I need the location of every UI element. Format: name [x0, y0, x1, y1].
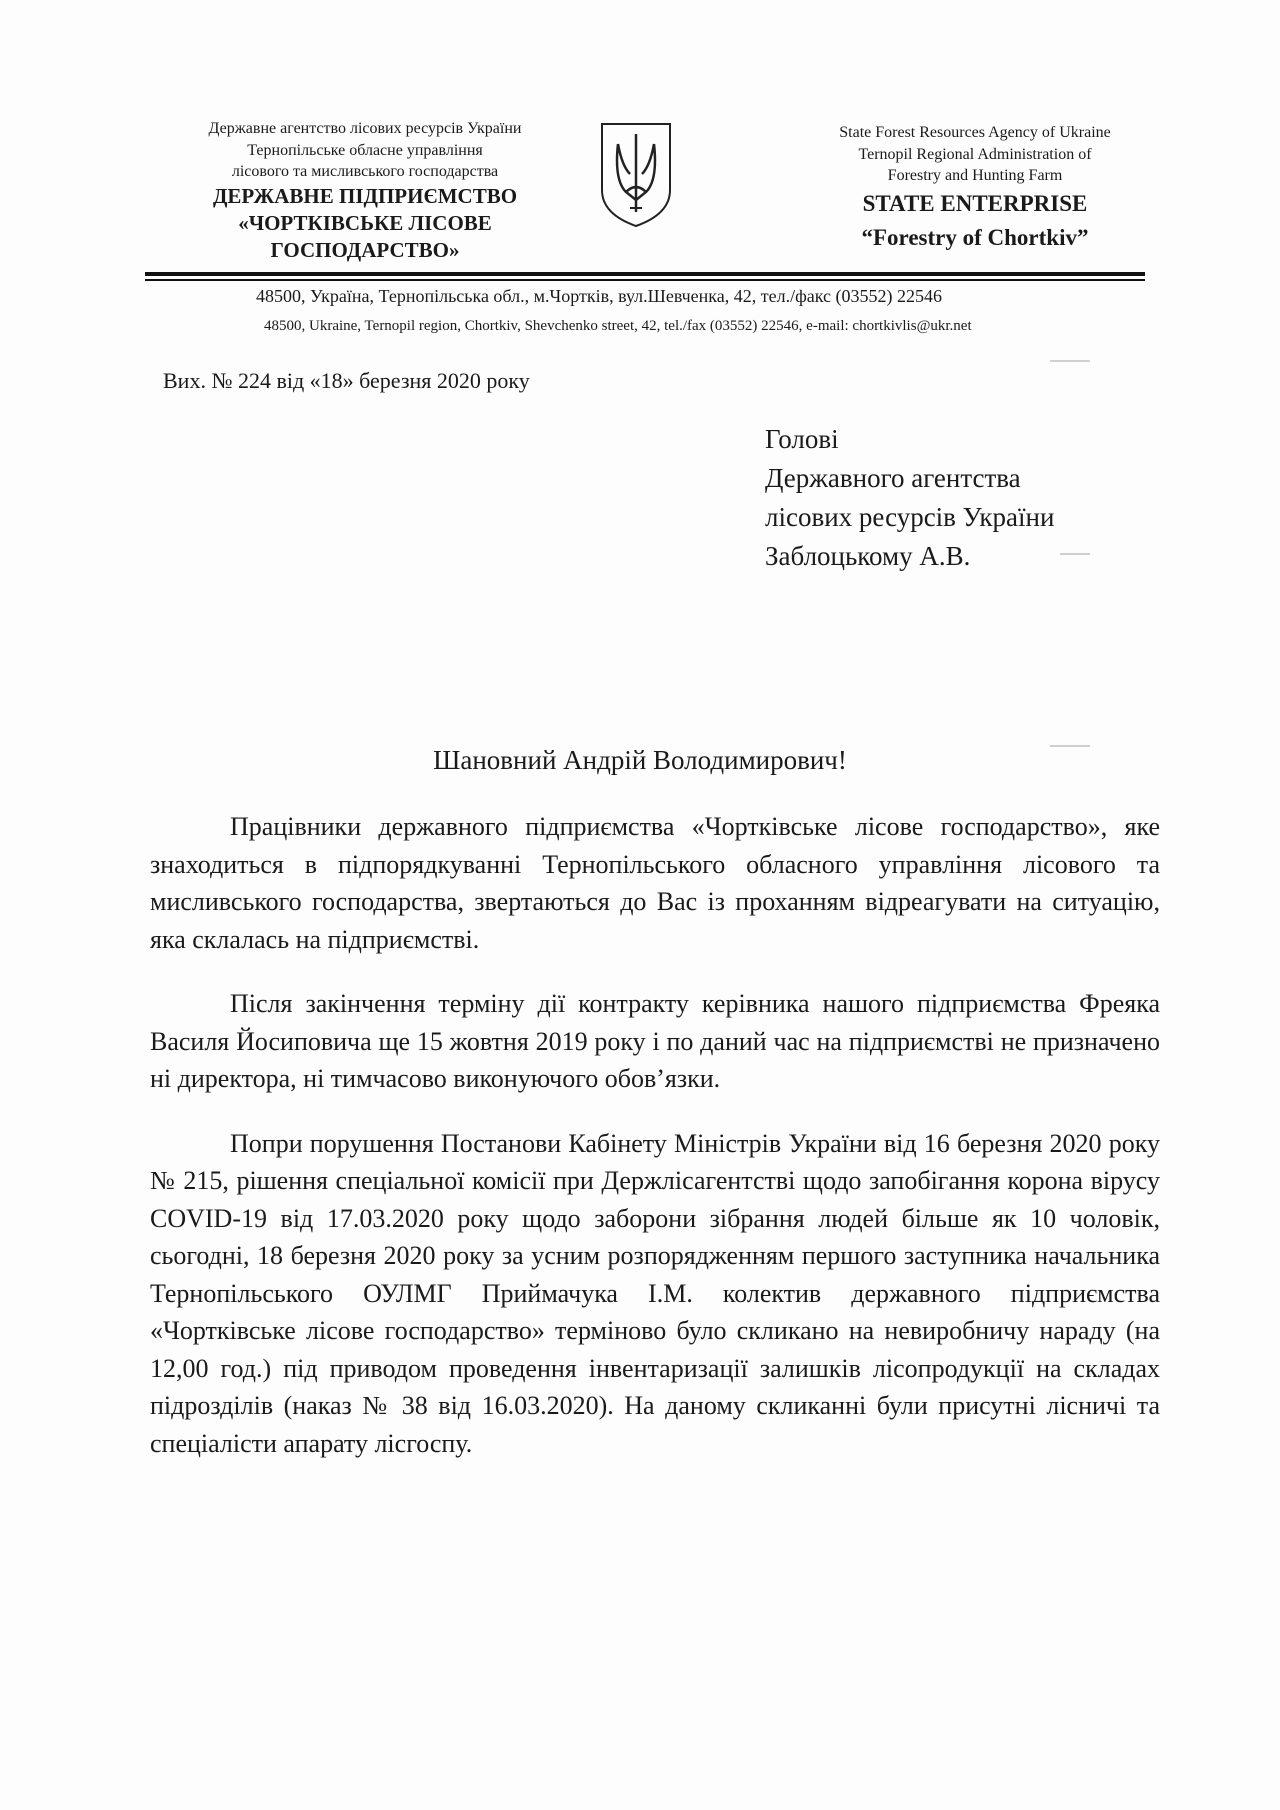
paragraph-2: Після закінчення терміну дії контракту керівника нашого підприємства Фреяка Василя Йосиповича ще 15 жовтня 2019 року і по даний час на підприємстві не призначено ні директора, ні тимчасово виконуючого обов’язки. — [150, 989, 1160, 1093]
regional-admin-ua: Тернопільське обласне управління — [247, 141, 483, 159]
scan-artifact — [1060, 553, 1090, 555]
regional-admin-ua-2: лісового та мисливського господарства — [231, 163, 499, 181]
header-divider-thin — [145, 279, 1145, 281]
address-ua: 48500, Україна, Тернопільська обл., м.Чортків, вул.Шевченка, 42, тел./факс (03552) 22546 — [256, 286, 943, 306]
addressee-line-4: Заблоцькому А.В. — [765, 541, 971, 571]
addressee-line-3: лісових ресурсів України — [765, 502, 1055, 532]
paragraph-1: Працівники державного підприємства «Чортківське лісове господарство», яке знаходиться в підпорядкуванні Тернопільського обласного управління лісового та мисливського господарства, звертаються до Вас із проханням відреагувати на ситуацію, яка склалась на підприємстві. — [150, 812, 1160, 954]
salutation: Шановний Андрій Володимирович! — [433, 745, 847, 775]
header-left-ua — [160, 118, 570, 265]
enterprise-title-en: STATE ENTERPRISE — [862, 190, 1088, 216]
paragraph-3: Попри порушення Постанови Кабінету Міністрів України від 16 березня 2020 року № 215, рішення спеціальної комісії при Держлісагентстві щодо запобігання корона вірусу COVID-19 від 17.03.2020 року щодо заборони зібрання людей більше як 10 чоловік, сьогодні, 18 березня 2020 року за усним розпорядженням першого заступника начальника Тернопільського ОУЛМГ Приймачука І.М. колектив державного підприємства «Чортківське лісове господарство» терміново було скликано на невиробничу нараду (на 12,00 год.) під приводом проведення інвентаризації залишків лісопродукції на складах підрозділів (наказ № 38 від 16.03.2020). На даному скликанні були присутні лісничі та спеціалісти апарату лісгоспу. — [150, 1128, 1160, 1458]
letter-body — [150, 808, 1160, 1489]
addressee-line-1: Голові — [765, 424, 839, 454]
enterprise-name-ua-2: ГОСПОДАРСТВО» — [270, 238, 460, 263]
trident-coat-of-arms-icon — [596, 120, 676, 230]
regional-admin-en-2: Forestry and Hunting Farm — [887, 167, 1063, 185]
addressee-block — [765, 420, 1054, 576]
enterprise-name-ua-1: «ЧОРТКІВСЬКЕ ЛІСОВЕ — [238, 211, 492, 236]
address-en: 48500, Ukraine, Ternopil region, Chortkiv, Shevchenko street, 42, tel./fax (03552) 22546, e-mail: chortkivlis@ukr.net — [264, 318, 972, 334]
scan-artifact — [1050, 360, 1090, 362]
outgoing-number: Вих. № 224 від «18» березня 2020 року — [163, 368, 530, 393]
regional-admin-en: Ternopil Regional Administration of — [858, 145, 1092, 163]
header-right-en — [825, 122, 1125, 256]
enterprise-name-en: “Forestry of Chortkiv” — [861, 225, 1089, 251]
addressee-line-2: Державного агентства — [765, 463, 1021, 493]
header-divider-thick — [145, 272, 1145, 276]
agency-name-ua: Державне агентство лісових ресурсів України — [208, 120, 522, 137]
scan-artifact — [1050, 745, 1090, 747]
agency-name-en: State Forest Resources Agency of Ukraine — [839, 124, 1111, 141]
enterprise-title-ua: ДЕРЖАВНЕ ПІДПРИЄМСТВО — [212, 183, 518, 208]
